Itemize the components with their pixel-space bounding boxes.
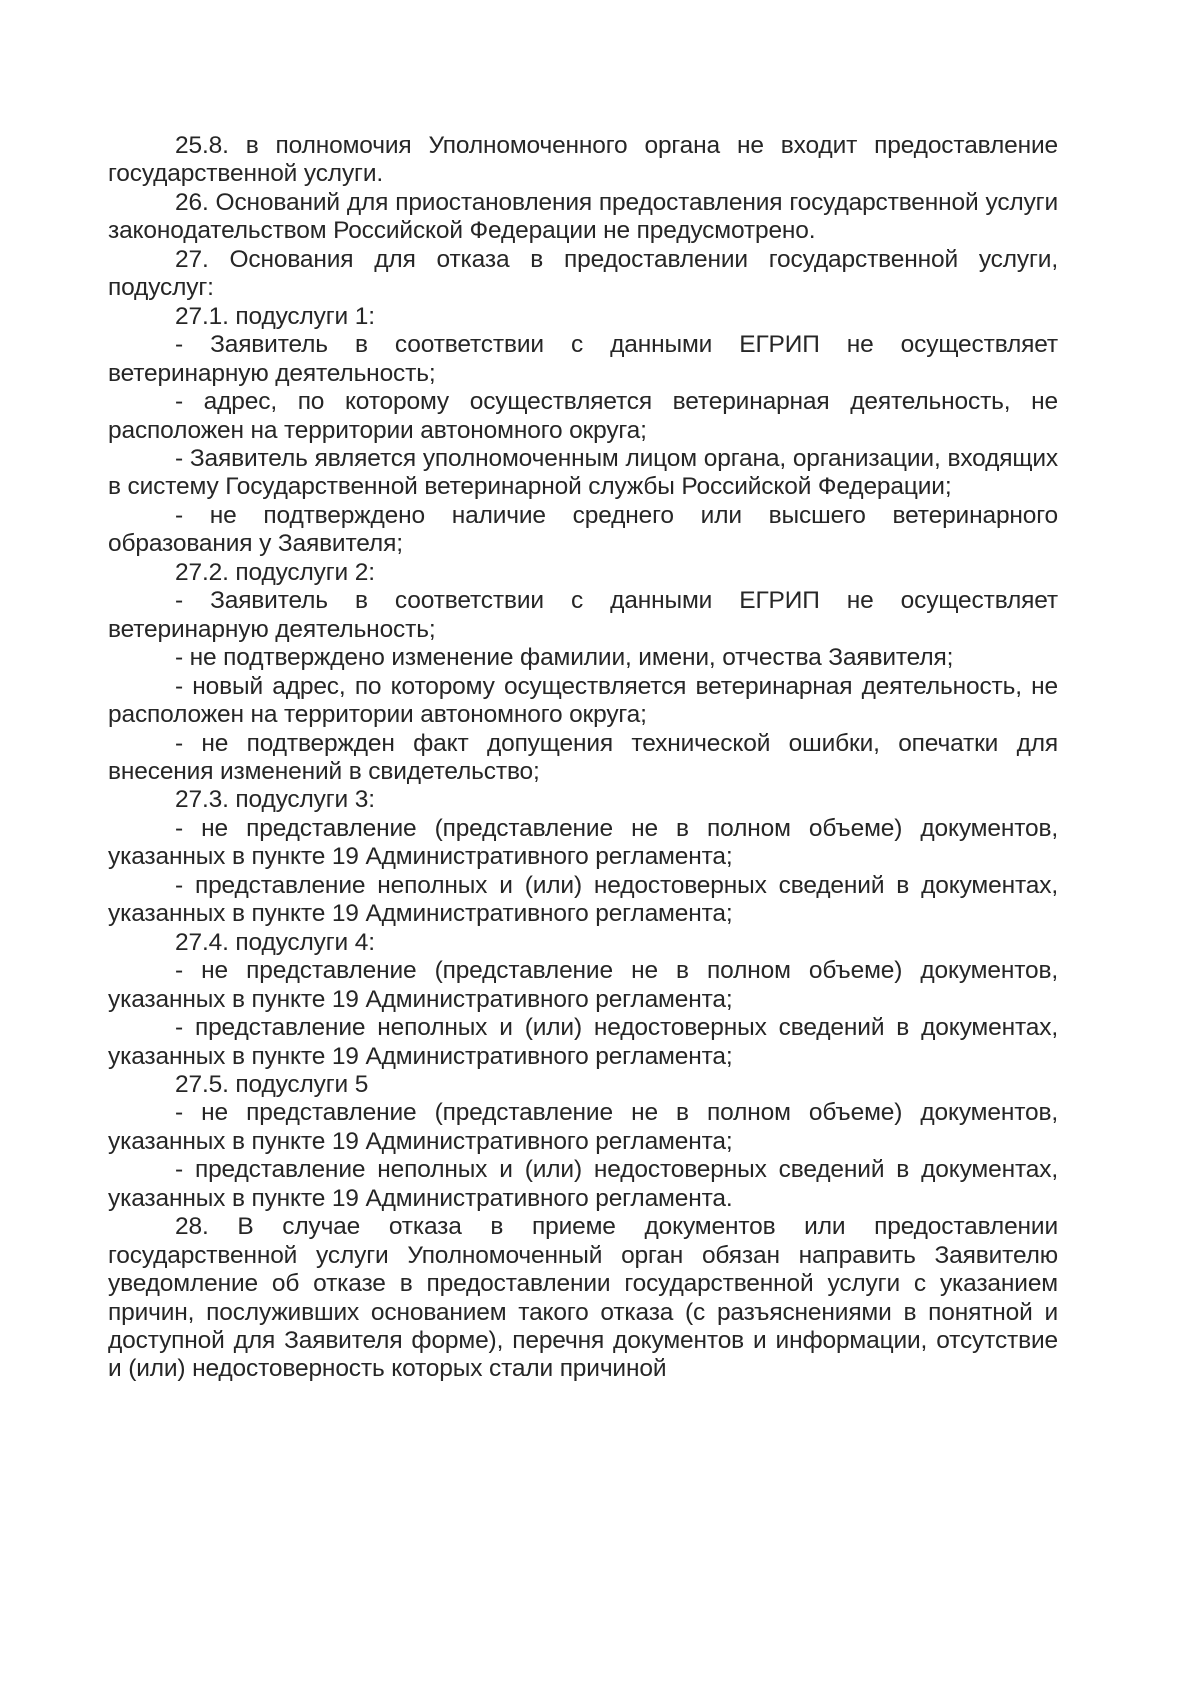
paragraph-25-8: 25.8. в полномочия Уполномоченного органа не входит предоставление государственной услуги. xyxy=(108,132,1058,188)
list-item: - представление неполных и (или) недостоверных сведений в документах, указанных в пункте 19 Административного регламента. xyxy=(108,1156,1058,1212)
subheading-27-2: 27.2. подуслуги 2: xyxy=(175,558,375,586)
subheading-27-1: 27.1. подуслуги 1: xyxy=(175,302,375,330)
list-item: - не представление (представление не в полном объеме) документов, указанных в пункте 19 Административного регламента; xyxy=(108,1099,1058,1155)
list-item: - не подтвержден факт допущения технической ошибки, опечатки для внесения изменений в свидетельство; xyxy=(108,729,1058,785)
list-item: - Заявитель является уполномоченным лицом органа, организации, входящих в систему Государственной ветеринарной службы Российской Федерации; xyxy=(108,444,1058,501)
subheading-27-5: 27.5. подуслуги 5 xyxy=(175,1070,369,1098)
document-page xyxy=(108,132,1058,1384)
subheading-27-3: 27.3. подуслуги 3: xyxy=(175,786,375,814)
list-item: - Заявитель в соответствии с данными ЕГРИП не осуществляет ветеринарную деятельность; xyxy=(108,331,1058,387)
paragraph-27: 27. Основания для отказа в предоставлении государственной услуги, подуслуг: xyxy=(108,245,1058,302)
list-item: - не подтверждено наличие среднего или высшего ветеринарного образования у Заявителя; xyxy=(108,501,1058,558)
list-item: - адрес, по которому осуществляется ветеринарная деятельность, не расположен на территории автономного округа; xyxy=(108,388,1058,444)
list-item: - представление неполных и (или) недостоверных сведений в документах, указанных в пункте 19 Административного регламента; xyxy=(108,1014,1058,1070)
paragraph-28: 28. В случае отказа в приеме документов или предоставлении государственной услуги Уполномоченный орган обязан направить Заявителю уведомление об отказе в предоставлении государственной услуги с указанием причин, послуживших основанием такого отказа (с разъяснениями в понятной и доступной для Заявителя форме), перечня документов и информации, отсутствие и (или) недостоверность которых стали причиной xyxy=(108,1213,1058,1383)
list-item: - не подтверждено изменение фамилии, имени, отчества Заявителя; xyxy=(175,644,954,672)
list-item: - новый адрес, по которому осуществляется ветеринарная деятельность, не расположен на территории автономного округа; xyxy=(108,672,1058,729)
list-item: - представление неполных и (или) недостоверных сведений в документах, указанных в пункте 19 Административного регламента; xyxy=(108,871,1058,928)
subheading-27-4: 27.4. подуслуги 4: xyxy=(175,928,375,956)
paragraph-26: 26. Оснований для приостановления предоставления государственной услуги законодательством Российской Федерации не предусмотрено. xyxy=(108,188,1058,245)
list-item: - не представление (представление не в полном объеме) документов, указанных в пункте 19 Административного регламента; xyxy=(108,814,1058,871)
list-item: - Заявитель в соответствии с данными ЕГРИП не осуществляет ветеринарную деятельность; xyxy=(108,587,1058,643)
list-item: - не представление (представление не в полном объеме) документов, указанных в пункте 19 Административного регламента; xyxy=(108,957,1058,1013)
